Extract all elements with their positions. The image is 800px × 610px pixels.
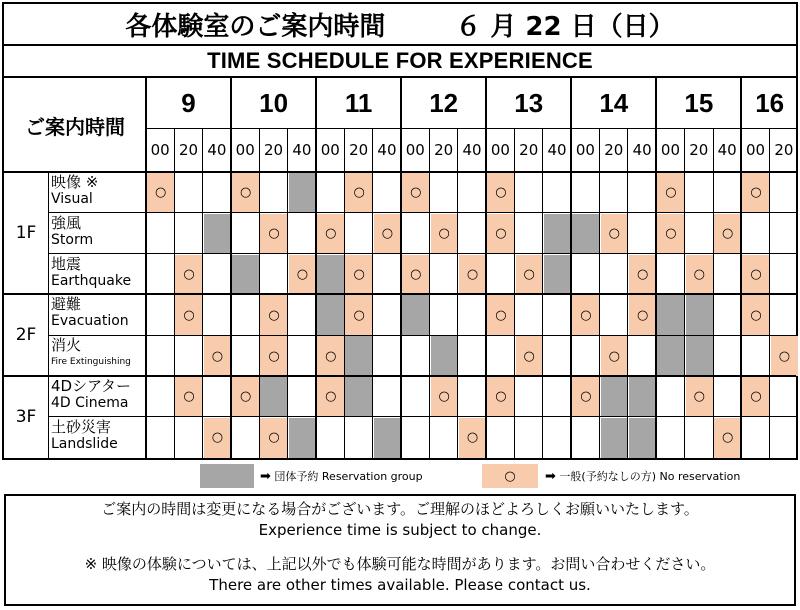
- room-name-jp: 地震: [51, 254, 82, 273]
- slot-group-reservation: [657, 336, 684, 376]
- slot-general-admission: ○: [204, 336, 231, 376]
- slot-group-reservation: [204, 214, 231, 254]
- slot-general-admission: ○: [175, 255, 202, 295]
- minute-label: 20: [178, 141, 199, 159]
- room-label: [48, 419, 149, 460]
- grid-line: [48, 253, 796, 254]
- notice-line2-en: There are other times available. Please contact us.: [209, 576, 591, 594]
- minute-label: 40: [547, 141, 567, 159]
- slot-general-admission: ○: [742, 377, 769, 417]
- slot-general-admission: ○: [345, 173, 372, 213]
- minute-label: 20: [264, 141, 284, 159]
- arrow-right-icon: ➡: [545, 468, 556, 484]
- minute-label: 00: [660, 141, 681, 159]
- grid-line: [570, 78, 572, 458]
- grid-line: [655, 78, 657, 458]
- slot-general-admission: ○: [232, 377, 259, 417]
- grid-line: [315, 78, 317, 458]
- legend-general-swatch: [482, 464, 538, 488]
- slot-general-admission: ○: [686, 377, 713, 417]
- slot-general-admission: ○: [742, 173, 769, 213]
- legend-group-label: 団体予約 Reservation group: [274, 470, 423, 483]
- slot-general-admission: ○: [487, 295, 514, 335]
- slot-group-reservation: [544, 214, 571, 254]
- grid-line: [4, 375, 796, 377]
- slot-general-admission: ○: [771, 336, 798, 376]
- slot-group-reservation: [686, 336, 713, 376]
- slot-general-admission: ○: [516, 255, 543, 295]
- hour-label: 13: [514, 87, 544, 118]
- slot-group-reservation: [629, 377, 656, 417]
- legend-group: [260, 464, 423, 488]
- notice-line1-jp: ご案内の時間は変更になる場合がございます。ご理解のほどよろしくお願いいたします。: [101, 500, 699, 518]
- slot-general-admission: ○: [742, 255, 769, 295]
- slot-general-admission: ○: [317, 377, 344, 417]
- slot-general-admission: ○: [487, 214, 514, 254]
- grid-line: [485, 78, 487, 458]
- slot-group-reservation: [601, 418, 628, 458]
- grid-line: [230, 78, 232, 458]
- grid-line: [146, 128, 798, 129]
- minute-label: 20: [604, 141, 624, 159]
- slot-group-reservation: [402, 295, 429, 335]
- slot-group-reservation: [260, 377, 287, 417]
- schedule-table: [2, 76, 798, 460]
- slot-general-admission: ○: [714, 214, 741, 254]
- room-name-en: Storm: [51, 231, 94, 248]
- slot-general-admission: ○: [260, 336, 287, 376]
- minute-label: 00: [745, 141, 766, 159]
- hour-label: 11: [344, 87, 373, 118]
- legend: [0, 462, 800, 490]
- slot-general-admission: ○: [374, 214, 401, 254]
- room-name-en: Earthquake: [51, 272, 132, 289]
- slot-general-admission: ○: [431, 377, 458, 417]
- slot-general-admission: ○: [601, 336, 628, 376]
- hour-label: 9: [181, 87, 196, 118]
- grid-line: [4, 171, 796, 173]
- floor-label: 3F: [15, 406, 37, 427]
- room-name-en: Landslide: [51, 435, 118, 452]
- minute-label: 00: [150, 141, 170, 159]
- room-label: [48, 174, 149, 215]
- title-main: 各体験室のご案内時間: [125, 11, 386, 42]
- floor-label: 2F: [15, 325, 37, 346]
- slot-general-admission: ○: [572, 295, 599, 335]
- grid-line: [740, 78, 742, 458]
- minute-label: 20: [774, 141, 794, 159]
- slot-general-admission: ○: [260, 295, 287, 335]
- grid-line: [145, 78, 147, 458]
- hour-label: 15: [684, 87, 714, 118]
- slot-general-admission: ○: [204, 418, 231, 458]
- slot-group-reservation: [289, 418, 316, 458]
- slot-general-admission: ○: [147, 173, 174, 213]
- slot-general-admission: ○: [260, 418, 287, 458]
- minute-label: 40: [292, 141, 312, 159]
- grid-line: [400, 78, 402, 458]
- room-label: [48, 296, 149, 337]
- room-name-jp: 土砂災害: [51, 417, 112, 436]
- grid-line: [48, 335, 796, 336]
- slot-general-admission: ○: [402, 173, 429, 213]
- slot-general-admission: ○: [345, 255, 372, 295]
- room-name-en: Evacuation: [51, 313, 129, 330]
- slot-group-reservation: [317, 295, 344, 335]
- notice-line2-jp: ※ 映像の体験については、上記以外でも体験可能な時間があります。お問い合わせください。: [84, 555, 716, 573]
- slot-general-admission: ○: [629, 255, 656, 295]
- room-name-jp: 4Dシアター: [51, 377, 132, 395]
- hour-label: 16: [755, 87, 785, 118]
- hour-label: 14: [599, 87, 629, 118]
- circle-icon: ○: [504, 468, 516, 484]
- slot-group-reservation: [572, 214, 599, 254]
- minute-label: 20: [689, 141, 709, 159]
- slot-general-admission: ○: [601, 214, 628, 254]
- slot-general-admission: ○: [629, 295, 656, 335]
- slot-general-admission: ○: [459, 255, 486, 295]
- room-label: [48, 256, 149, 297]
- slot-group-reservation: [289, 173, 316, 213]
- slot-general-admission: ○: [714, 418, 741, 458]
- minute-label: 00: [320, 141, 340, 159]
- slot-general-admission: ○: [657, 214, 684, 254]
- hour-label: 12: [429, 87, 459, 118]
- room-name-jp: 消火: [51, 336, 82, 355]
- room-name-en: Fire Extinguishing: [51, 357, 131, 368]
- title-date: ６ 月 22 日（日）: [455, 11, 675, 42]
- minute-label: 20: [519, 141, 539, 159]
- minute-label: 00: [575, 141, 595, 159]
- slot-general-admission: ○: [657, 173, 684, 213]
- slot-general-admission: ○: [289, 255, 316, 295]
- room-name-jp: 強風: [51, 213, 82, 232]
- minute-label: 20: [349, 141, 369, 159]
- slot-general-admission: ○: [317, 336, 344, 376]
- grid-line: [48, 172, 49, 458]
- slot-general-admission: ○: [317, 214, 344, 254]
- slot-group-reservation: [601, 377, 628, 417]
- slot-group-reservation: [629, 418, 656, 458]
- minute-label: 40: [717, 141, 737, 159]
- slot-general-admission: ○: [487, 377, 514, 417]
- slot-group-reservation: [232, 255, 259, 295]
- slot-general-admission: ○: [260, 214, 287, 254]
- page-subtitle: TIME SCHEDULE FOR EXPERIENCE: [2, 44, 798, 78]
- legend-general-label: 一般(予約なしの方) No reservation: [559, 470, 741, 483]
- grid-line: [48, 212, 796, 213]
- room-name-jp: 映像 ※: [51, 173, 99, 191]
- slot-general-admission: ○: [516, 336, 543, 376]
- room-label: [48, 337, 149, 378]
- slot-group-reservation: [317, 255, 344, 295]
- slot-general-admission: ○: [459, 418, 486, 458]
- legend-group-swatch: [200, 464, 254, 488]
- room-name-en: 4D Cinema: [51, 395, 129, 411]
- slot-general-admission: ○: [175, 295, 202, 335]
- minute-label: 40: [377, 141, 397, 159]
- slot-group-reservation: [544, 255, 571, 295]
- minute-label: 00: [490, 141, 510, 159]
- slot-group-reservation: [686, 295, 713, 335]
- arrow-right-icon: ➡: [260, 468, 271, 484]
- page-title: [2, 2, 798, 46]
- minute-label: 20: [434, 141, 454, 159]
- slot-general-admission: ○: [572, 377, 599, 417]
- slot-group-reservation: [345, 336, 372, 376]
- slot-general-admission: ○: [402, 255, 429, 295]
- slot-group-reservation: [657, 295, 684, 335]
- floor-label: 1F: [15, 223, 37, 244]
- hour-label: 10: [259, 87, 289, 118]
- legend-general: [545, 464, 740, 488]
- slot-group-reservation: [431, 336, 458, 376]
- slot-general-admission: ○: [742, 295, 769, 335]
- minute-label: 40: [207, 141, 227, 159]
- minute-label: 00: [405, 141, 425, 159]
- minute-label: 00: [235, 141, 255, 159]
- grid-line: [48, 416, 796, 417]
- slot-group-reservation: [345, 377, 372, 417]
- slot-group-reservation: [374, 418, 401, 458]
- slot-general-admission: ○: [686, 255, 713, 295]
- time-header-label: ご案内時間: [25, 114, 125, 139]
- grid-line: [4, 293, 796, 295]
- slot-general-admission: ○: [487, 173, 514, 213]
- slot-general-admission: ○: [345, 295, 372, 335]
- slot-general-admission: ○: [232, 173, 259, 213]
- room-label: [48, 378, 149, 419]
- slot-general-admission: ○: [175, 377, 202, 417]
- room-label: [48, 215, 149, 256]
- room-name-jp: 避難: [51, 295, 82, 314]
- notice-line1-en: Experience time is subject to change.: [258, 521, 542, 539]
- notice-box: [4, 494, 796, 606]
- minute-label: 40: [632, 141, 652, 159]
- slot-general-admission: ○: [431, 214, 458, 254]
- room-name-en: Visual: [51, 191, 93, 207]
- minute-label: 40: [462, 141, 482, 159]
